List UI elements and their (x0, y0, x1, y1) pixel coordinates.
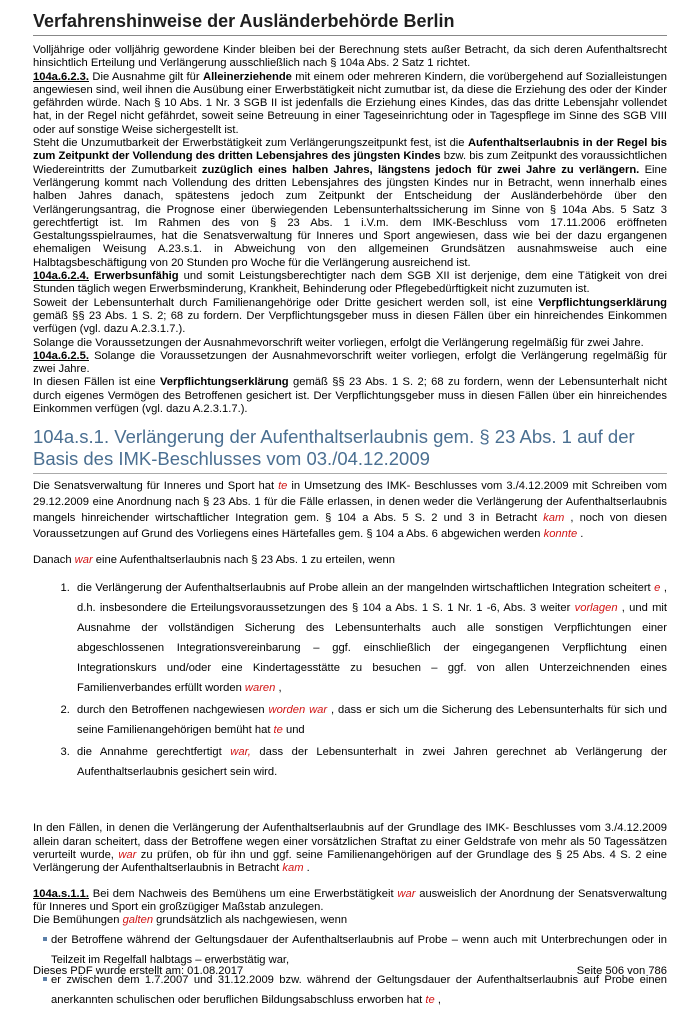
paragraph-senatsverwaltung: Die Senatsverwaltung für Inneres und Sport hat te in Umsetzung des IMK- Beschlusses vom 3./4.12.2009 mit Schreiben vom 29.12.2009 eine Anordnung nach § 23 Abs. 1 für die Fälle erlassen, in denen weder die Verlängerung der Aufenthaltserlaubnis mangels hinreichender wirtschaftlicher Integration gem. § 104 a Abs. 5 S. 2 und 3 in Betracht kam , noch von diesen Voraussetzungen auf Grund des Vorliegens eines Härtefalles gem. § 104 a Abs. 6 abgewichen werden konnte . (33, 480, 667, 541)
paragraph-bemuehungen: Die Bemühungen galten grundsätzlich als nachgewiesen, wenn (33, 914, 348, 927)
section-ref: 104a.6.2.5. (33, 349, 89, 362)
page-number: Seite 506 von 786 (576, 965, 667, 977)
paragraph-danach: Danach war eine Aufenthaltserlaubnis nach § 23 Abs. 1 zu erteilen, wenn (33, 554, 395, 567)
paragraph-steht: Steht die Unzumutbarkeit der Erwerbstätigkeit zum Verlängerungszeitpunkt fest, ist die Aufenthaltserlaubnis in der Regel bis zum Zeitpunkt der Vollendung des dritten Lebensjahres des jüngsten Kindes bzw. bis zum Zeitpunkt des voraussichtlichen Wiedereintritts der Zumutbarkeit zuzüglich eines halben Jahres, längstens jedoch für zwei Jahre zu verlängern. Eine Verlängerung kommt nach Vollendung des dritten Lebensjahres des jüngsten Kindes nur in Betracht, wenn innerhalb eines halben Jahres danach, spätestens jedoch zum Zeitpunkt der Entscheidung der Ausländerbehörde über den Verlängerungsantrag, die Prognose einer überwiegenden Lebensunterhaltssicherung im Sinne von § 104a Abs. 5 Satz 3 gerechtfertigt ist. Im Rahmen des von § 23 Abs. 1 i.V.m. dem IMK-Beschluss vom 17.11.2006 eröffneten Gestaltungsspielraumes, hat die Senatsverwaltung für Inneres und Sport angewiesen, dass wie bei der dazu ergangenen ehemaligen Weisung A.23.s.1. in Abweichung von den allgemeinen Grundsätzen ausnahmsweise auch eine Halbtagsbeschäftigung von 20 Stunden pro Woche für die Verlängerung ausreichend ist. (33, 137, 667, 269)
paragraph-solange: Solange die Voraussetzungen der Ausnahmevorschrift weiter vorliegen, erfolgt die Verlängerung regelmäßig für zwei Jahre. (33, 336, 644, 349)
paragraph-in-den-faellen: In den Fällen, in denen die Verlängerung der Aufenthaltserlaubnis auf der Grundlage des IMK- Beschlusses vom 3./4.12.2009 allein daran scheitert, dass der Betroffene wegen einer vorsätzlichen Straftat zu einer Geldstrafe von mehr als 50 Tagessätzen verurteilt wurde, war zu prüfen, ob für ihn und ggf. seine Familienangehörigen auf der Grundlage des § 25 Abs. 4 S. 2 eine Verlängerung der Aufenthaltserlaubnis in Betracht kam . (33, 822, 667, 875)
paragraph-diesen-faellen: In diesen Fällen ist eine Verpflichtungserklärung gemäß §§ 23 Abs. 1 S. 2; 68 zu fordern, wenn der Lebensunterhalt nicht durch eigenes Vermögen des Betroffenen gesichert ist. Der Verpflichtungsgeber muss in diesen Fällen über ein hinreichendes Einkommen verfügen (vgl. dazu A.2.3.1.7.). (33, 376, 667, 416)
conditions-list (33, 578, 667, 782)
section-ref: 104a.6.2.4. (33, 270, 89, 283)
pdf-created-date: Dieses PDF wurde erstellt am: 01.08.2017 (33, 965, 244, 977)
document-page (33, 10, 667, 1010)
list-item: er zwischen dem 1.7.2007 und 31.12.2009 bzw. während der Geltungsdauer der Aufenthaltserlaubnis auf Probe einen anerkannten schulischen oder beruflichen Bildungsabschluss erworben hat te , (43, 970, 667, 1010)
list-item: der Betroffene während der Geltungsdauer der Aufenthaltserlaubnis auf Probe – wenn auch mit Unterbrechungen oder in Teilzeit im Regelfall halbtags – erwerbstätig war, (43, 930, 667, 970)
section-heading: 104a.s.1. Verlängerung der Aufenthaltserlaubnis gem. § 23 Abs. 1 auf der Basis des IMK-Beschlusses vom 03./04.12.2009 (33, 426, 667, 474)
list-item: 3. die Annahme gerechtfertigt war, dass der Lebensunterhalt in zwei Jahren gerechnet ab Verlängerung der Aufenthaltserlaubnis gesichert sein wird. (73, 742, 667, 782)
list-item: 2. durch den Betroffenen nachgewiesen worden war , dass er sich um die Sicherung des Lebensunterhalts für sich und seine Familienangehörigen bemüht hat te und (73, 700, 667, 740)
section-ref: 104a.s.1.1. (33, 887, 89, 900)
page-title: Verfahrenshinweise der Ausländerbehörde Berlin (33, 10, 667, 36)
paragraph-soweit: Soweit der Lebensunterhalt durch Familienangehörige oder Dritte gesichert werden soll, ist eine Verpflichtungserklärung gemäß §§ 23 Abs. 1 S. 2; 68 zu fordern. Der Verpflichtungsgeber muss in diesen Fällen über ein hinreichendes Einkommen verfügen (vgl. dazu A.2.3.1.7.). (33, 296, 667, 336)
paragraph-104a-6-2-4: 104a.6.2.4. Erwerbsunfähig und somit Leistungsberechtigter nach dem SGB XII ist derjenige, dem eine Tätigkeit von drei Stunden täglich wegen Erwerbsminderung, Krankheit, Behinderung oder Pflegebedürftigkeit nicht zuzumuten ist. (33, 270, 667, 296)
paragraph-104a-6-2-5: 104a.6.2.5. Solange die Voraussetzungen der Ausnahmevorschrift weiter vorliegen, erfolgt die Verlängerung regelmäßig für zwei Jahre. (33, 349, 667, 376)
list-item: 1. die Verlängerung der Aufenthaltserlaubnis auf Probe allein an der mangelnden wirtschaftlichen Integration scheitert e , d.h. insbesondere die Erteilungsvoraussetzungen des § 104 a Abs. 1 S. 1 Nr. 1 -6, Abs. 3 weiter vorlagen , und mit Ausnahme der vollständigen Sicherung des Lebensunterhalts auch alle sonstigen Verpflichtungen einer abgeschlossenen Integrationsvereinbarung – ggf. einschließlich der eingegangenen Verpflichtung einen Integrationskurs und/oder eine Kindertagesstätte zu besuchen – ggf. von allen Unterzeichnenden eines Familienverbandes erfüllt worden waren , (73, 578, 667, 698)
paragraph-104a-6-2-3: 104a.6.2.3. Die Ausnahme gilt für Alleinerziehende mit einem oder mehreren Kindern, die vorübergehend auf Sozialleistungen angewiesen sind, weil ihnen die Ausübung einer Erwerbstätigkeit nicht zumutbar ist, da diese die Erziehung des oder der Kinder gefährden würde. Nach § 10 Abs. 1 Nr. 3 SGB II ist jedenfalls die Erziehung eines Kindes, das das dritte Lebensjahr vollendet hat, in der Regel nicht gefährdet, soweit seine Betreuung in einer Tageseinrichtung oder in Tagespflege im Sinne des SGB VIII oder auf sonstige Weise sichergestellt ist. (33, 70, 667, 136)
paragraph-104a-s-1-1: 104a.s.1.1. Bei dem Nachweis des Bemühens um eine Erwerbstätigkeit war ausweislich der Anordnung der Senatsverwaltung für Inneres und Sport ein großzügiger Maßstab anzulegen. (33, 887, 667, 913)
intro-paragraph: Volljährige oder volljährig gewordene Kinder bleiben bei der Berechnung stets außer Betracht, da sich deren Aufenthaltsrecht hinsichtlich Erteilung und Verlängerung ausschließlich nach § 104a Abs. 2 Satz 1 richtet. (33, 44, 667, 70)
section-ref: 104a.6.2.3. (33, 70, 89, 83)
